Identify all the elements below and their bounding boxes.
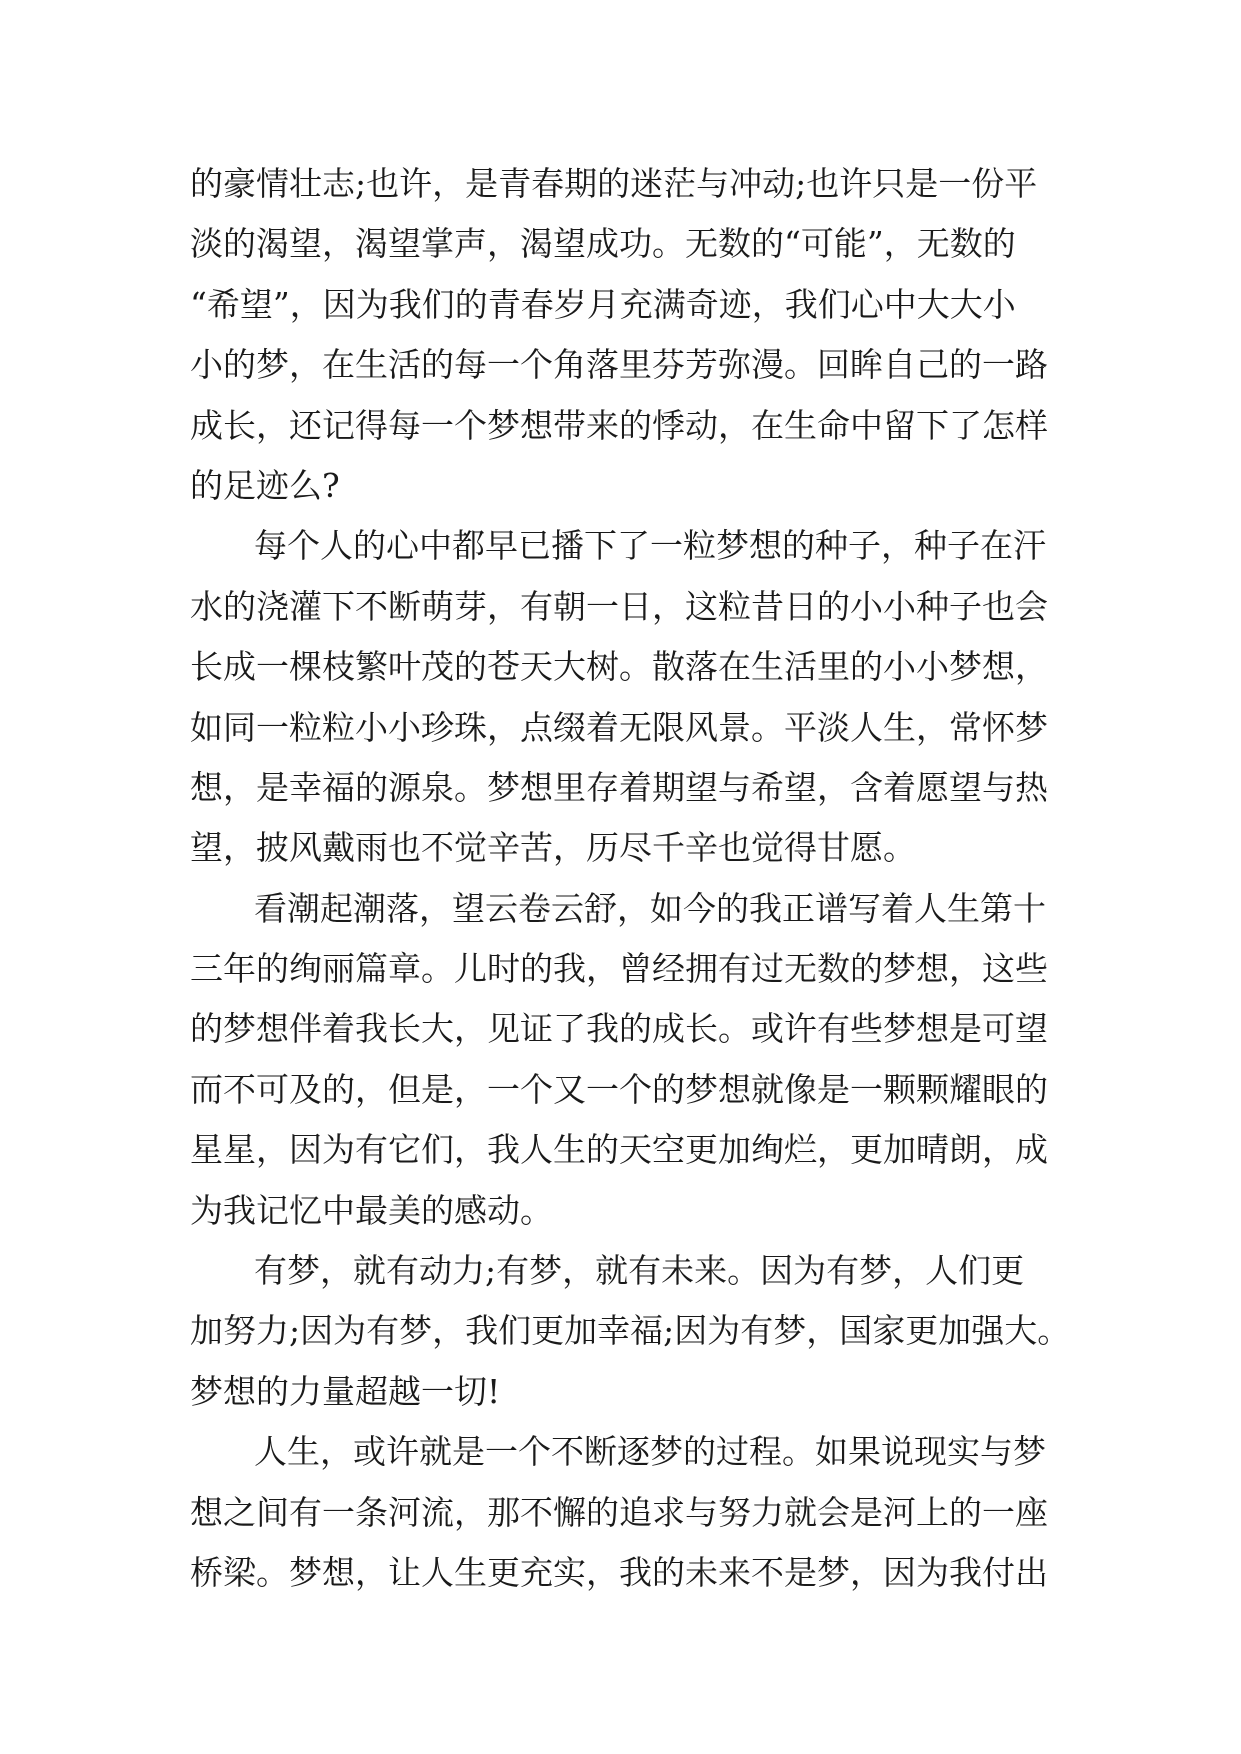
text-line: 的梦想伴着我长大，见证了我的成长。或许有些梦想是可望: [190, 1009, 1048, 1049]
text-line: 梦想的力量超越一切!: [190, 1371, 501, 1411]
document-body: [190, 154, 1070, 1603]
text-line: 的足迹么?: [190, 465, 340, 505]
text-line: 三年的绚丽篇章。儿时的我，曾经拥有过无数的梦想，这些: [190, 949, 1048, 989]
text-line: 长成一棵枝繁叶茂的苍天大树。散落在生活里的小小梦想，: [190, 647, 1048, 687]
text-line: 的豪情壮志;也许，是青春期的迷茫与冲动;也许只是一份平: [190, 164, 1038, 203]
text-line: “希望”，因为我们的青春岁月充满奇迹，我们心中大大小: [190, 284, 1016, 324]
paragraph-first-line: 人生，或许就是一个不断逐梦的过程。如果说现实与梦: [254, 1432, 1046, 1472]
paragraph-first-line: 有梦，就有动力;有梦，就有未来。因为有梦，人们更: [254, 1251, 1025, 1291]
text-line: 而不可及的，但是，一个又一个的梦想就像是一颗颗耀眼的: [190, 1069, 1048, 1109]
paragraph-first-line: 看潮起潮落，望云卷云舒，如今的我正谱写着人生第十: [254, 888, 1046, 928]
text-line: 想之间有一条河流，那不懈的追求与努力就会是河上的一座: [190, 1492, 1048, 1532]
text-line: 星星，因为有它们，我人生的天空更加绚烂，更加晴朗，成: [190, 1130, 1048, 1170]
text-line: 淡的渴望，渴望掌声，渴望成功。无数的“可能”，无数的: [190, 224, 1016, 264]
text-line: 加努力;因为有梦，我们更加幸福;因为有梦，国家更加强大。: [190, 1311, 1071, 1351]
text-line: 如同一粒粒小小珍珠，点缀着无限风景。平淡人生，常怀梦: [190, 707, 1048, 747]
text-line: 望，披风戴雨也不觉辛苦，历尽千辛也觉得甘愿。: [190, 828, 916, 868]
text-line: 为我记忆中最美的感动。: [190, 1190, 553, 1230]
text-line: 小的梦，在生活的每一个角落里芬芳弥漫。回眸自己的一路: [190, 345, 1048, 385]
paragraph-first-line: 每个人的心中都早已播下了一粒梦想的种子，种子在汗: [254, 526, 1046, 566]
text-line: 水的浇灌下不断萌芽，有朝一日，这粒昔日的小小种子也会: [190, 586, 1048, 626]
text-line: 想，是幸福的源泉。梦想里存着期望与希望，含着愿望与热: [190, 767, 1048, 807]
text-line: 成长，还记得每一个梦想带来的悸动，在生命中留下了怎样: [190, 405, 1048, 445]
text-line: 桥梁。梦想，让人生更充实，我的未来不是梦，因为我付出: [190, 1552, 1048, 1592]
